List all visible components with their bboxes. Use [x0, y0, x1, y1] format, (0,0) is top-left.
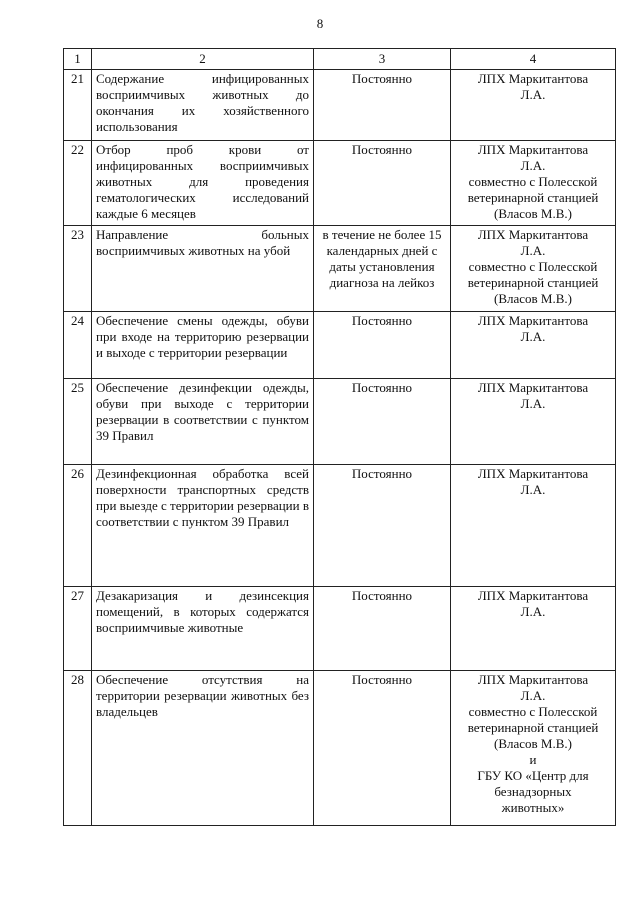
table-row	[64, 70, 616, 141]
responsible-line: ветеринарной станцией	[467, 275, 599, 290]
responsible-line: ветеринарной станцией	[467, 720, 599, 735]
row-period: Постоянно	[314, 671, 451, 826]
row-number: 24	[64, 312, 92, 379]
table-row	[64, 226, 616, 312]
row-action: Дезакаризация и дезинсекция помещений, в которых содержатся восприимчивые животные	[92, 587, 314, 671]
responsible-line: ЛПХ Маркитантова	[477, 227, 589, 242]
responsible-line: (Власов М.В.)	[494, 206, 572, 221]
row-action: Обеспечение дезинфекции одежды, обуви при выходе с территории резервации в соответствии с пунктом 39 Правил	[92, 379, 314, 465]
row-period: Постоянно	[314, 587, 451, 671]
page-number: 8	[316, 16, 324, 31]
row-responsible	[451, 312, 616, 379]
responsible-line: (Власов М.В.)	[494, 291, 572, 306]
responsible-line: Л.А.	[520, 87, 546, 102]
table-row	[64, 671, 616, 826]
row-period: Постоянно	[314, 70, 451, 141]
responsible-line: Л.А.	[520, 396, 546, 411]
responsible-line: Л.А.	[520, 482, 546, 497]
header-col-4: 4	[451, 49, 616, 70]
row-number: 22	[64, 141, 92, 226]
row-responsible	[451, 671, 616, 826]
row-action: Дезинфекционная обработка всей поверхности транспортных средств при выезде с территории резервации в соответствии с пунктом 39 Правил	[92, 465, 314, 587]
row-number: 21	[64, 70, 92, 141]
responsible-line: ЛПХ Маркитантова	[477, 672, 589, 687]
row-responsible	[451, 226, 616, 312]
responsible-line: безнадзорных	[494, 784, 572, 799]
header-col-2: 2	[92, 49, 314, 70]
responsible-line: ЛПХ Маркитантова	[477, 466, 589, 481]
responsible-line: Л.А.	[520, 329, 546, 344]
responsible-line: ЛПХ Маркитантова	[477, 71, 589, 86]
table-row	[64, 465, 616, 587]
header-col-1: 1	[64, 49, 92, 70]
row-number: 27	[64, 587, 92, 671]
header-col-3: 3	[314, 49, 451, 70]
row-responsible	[451, 587, 616, 671]
responsible-line: совместно с Полесской	[468, 704, 598, 719]
row-responsible	[451, 141, 616, 226]
row-responsible	[451, 465, 616, 587]
row-number: 23	[64, 226, 92, 312]
row-action: Отбор проб крови от инфицированных восприимчивых животных для проведения гематологических исследований каждые 6 месяцев	[92, 141, 314, 226]
row-number: 25	[64, 379, 92, 465]
responsible-line: ветеринарной станцией	[467, 190, 599, 205]
responsible-line: ЛПХ Маркитантова	[477, 313, 589, 328]
responsible-line: Л.А.	[520, 158, 546, 173]
table-row	[64, 379, 616, 465]
row-action: Содержание инфицированных восприимчивых животных до окончания их хозяйственного использования	[92, 70, 314, 141]
table-row	[64, 141, 616, 226]
table-row	[64, 587, 616, 671]
responsible-line: ЛПХ Маркитантова	[477, 380, 589, 395]
table-row	[64, 312, 616, 379]
row-period: Постоянно	[314, 465, 451, 587]
row-responsible	[451, 70, 616, 141]
row-period: в течение не более 15 календарных дней с даты установления диагноза на лейкоз	[314, 226, 451, 312]
responsible-line: Л.А.	[520, 604, 546, 619]
responsible-line: Л.А.	[520, 688, 546, 703]
row-period: Постоянно	[314, 379, 451, 465]
responsible-line: совместно с Полесской	[468, 259, 598, 274]
responsible-line: и	[529, 752, 537, 767]
row-action: Направление больных восприимчивых животных на убой	[92, 226, 314, 312]
responsible-line: совместно с Полесской	[468, 174, 598, 189]
responsible-line: животных»	[501, 800, 565, 815]
measures-table	[63, 48, 616, 826]
row-action: Обеспечение смены одежды, обуви при входе на территорию резервации и выходе с территории резервации	[92, 312, 314, 379]
responsible-line: ЛПХ Маркитантова	[477, 588, 589, 603]
row-action: Обеспечение отсутствия на территории резервации животных без владельцев	[92, 671, 314, 826]
row-period: Постоянно	[314, 312, 451, 379]
row-number: 26	[64, 465, 92, 587]
responsible-line: Л.А.	[520, 243, 546, 258]
responsible-line: ЛПХ Маркитантова	[477, 142, 589, 157]
row-period: Постоянно	[314, 141, 451, 226]
row-responsible	[451, 379, 616, 465]
responsible-line: ГБУ КО «Центр для	[477, 768, 589, 783]
row-number: 28	[64, 671, 92, 826]
responsible-line: (Власов М.В.)	[494, 736, 572, 751]
header-row	[64, 49, 616, 70]
